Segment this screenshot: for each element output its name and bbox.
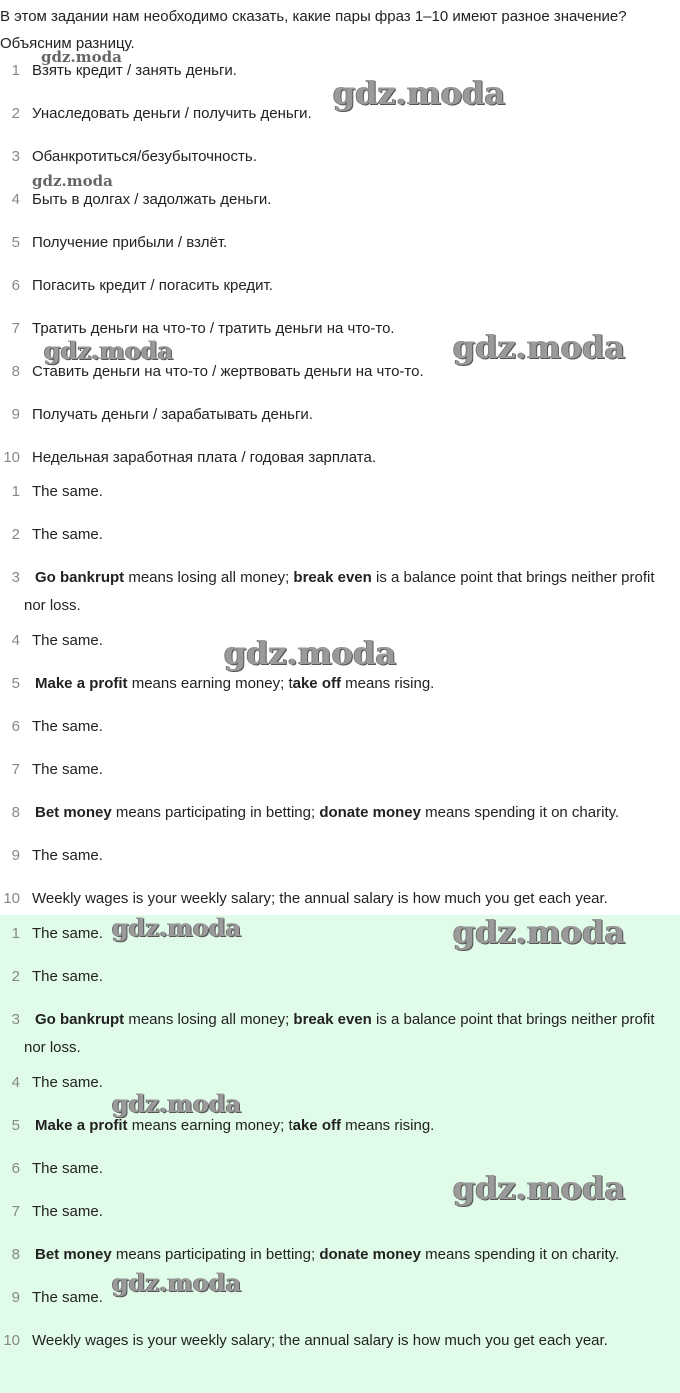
watermark: gdz.moda — [32, 172, 113, 190]
watermark: gdz.moda — [333, 74, 506, 112]
item-number: 8 — [11, 363, 20, 380]
item-number: 2 — [11, 105, 20, 122]
watermark: gdz.moda — [41, 48, 122, 66]
item-text: Обанкротиться/безубыточность. — [32, 148, 257, 165]
item-text: Унаследовать деньги / получить деньги. — [32, 105, 312, 122]
item-number: 3 — [11, 148, 20, 165]
task-intro: В этом задании нам необходимо сказать, какие пары фраз 1–10 имеют разное значение? Объясним разницу. — [0, 8, 627, 52]
item-text: Получение прибыли / взлёт. — [32, 234, 228, 251]
watermark: gdz.moda — [112, 1089, 242, 1118]
watermark: gdz.moda — [112, 913, 242, 942]
item-text: Взять кредит / занять деньги. — [32, 62, 237, 79]
item-number: 6 — [11, 277, 20, 294]
item-text: Получать деньги / зарабатывать деньги. — [32, 406, 313, 423]
item-text: Погасить кредит / погасить кредит. — [32, 277, 273, 294]
watermark: gdz.moda — [453, 913, 626, 951]
item-number: 4 — [11, 191, 20, 208]
item-text: Недельная заработная плата / годовая зарплата. — [32, 449, 376, 466]
item-number: 5 — [11, 234, 20, 251]
watermark: gdz.moda — [453, 1169, 626, 1207]
item-text: Ставить деньги на что-то / жертвовать деньги на что-то. — [32, 363, 424, 380]
item-number: 10 — [3, 449, 20, 466]
watermark: gdz.moda — [224, 634, 397, 672]
item-number: 9 — [11, 406, 20, 423]
watermark: gdz.moda — [112, 1268, 242, 1297]
item-number: 1 — [11, 62, 20, 79]
watermark: gdz.moda — [453, 328, 626, 366]
item-text: Быть в долгах / задолжать деньги. — [32, 191, 272, 208]
item-number: 7 — [11, 320, 20, 337]
watermark: gdz.moda — [44, 336, 174, 365]
item-text: Тратить деньги на что-то / тратить деньги на что-то. — [32, 320, 395, 337]
